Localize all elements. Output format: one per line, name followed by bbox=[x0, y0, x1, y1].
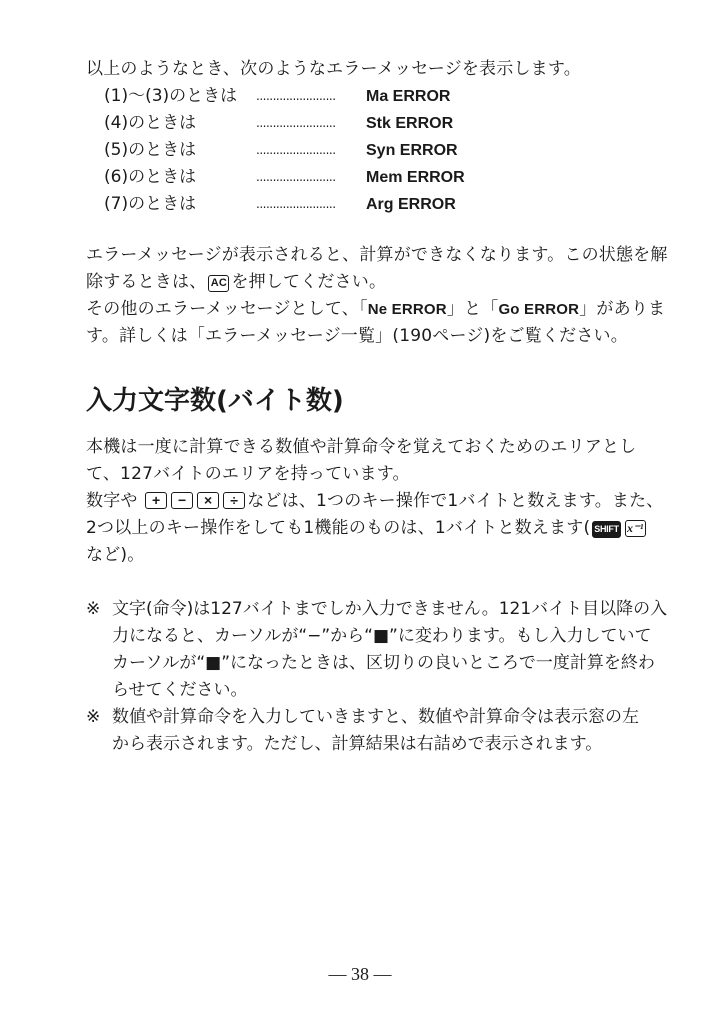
error-row bbox=[104, 110, 524, 137]
error-row bbox=[104, 164, 524, 191]
text-fragment: 除するときは、 bbox=[86, 272, 207, 292]
error-row bbox=[104, 83, 524, 110]
text-fragment: を押してください。 bbox=[231, 272, 387, 292]
note-mark: ※ bbox=[86, 707, 101, 727]
shift-key-icon: SHIFT bbox=[592, 521, 621, 538]
text-fragment: その他のエラーメッセージとして、「 bbox=[86, 299, 368, 319]
text-fragment: 2つ以上のキー操作をしても1機能のものは、1バイトと数えます( bbox=[86, 518, 591, 538]
leader-dots: ........................ bbox=[256, 116, 336, 130]
error-condition: (4)のときは bbox=[104, 113, 197, 133]
leader-dots: ........................ bbox=[256, 197, 336, 211]
text-fragment: 」がありま bbox=[579, 299, 666, 319]
times-key-icon: × bbox=[197, 492, 219, 509]
minus-key-icon: − bbox=[171, 492, 193, 509]
divide-key-icon: ÷ bbox=[223, 492, 245, 509]
x-inverse-key-icon: x⁻¹ bbox=[625, 520, 646, 537]
note-mark: ※ bbox=[86, 599, 101, 619]
capacity-line1: 本機は一度に計算できる数値や計算命令を覚えておくためのエリアとし bbox=[86, 437, 637, 457]
note-line: から表示されます。ただし、計算結果は右詰めで表示されます。 bbox=[112, 734, 603, 754]
note-line: カーソルが“■”になったときは、区切りの良いところで一度計算を終わ bbox=[112, 653, 655, 673]
error-message: Stk ERROR bbox=[366, 115, 454, 132]
error-message: Arg ERROR bbox=[366, 196, 456, 213]
page-number: — 38 — bbox=[328, 964, 392, 984]
note-line: 力になると、カーソルが“−”から“■”に変わります。もし入力していて bbox=[112, 626, 652, 646]
capacity-line3 bbox=[86, 488, 664, 515]
capacity-line5: など)。 bbox=[86, 545, 145, 565]
capacity-line2: て、127バイトのエリアを持っています。 bbox=[86, 464, 410, 484]
go-error-code: Go ERROR bbox=[498, 301, 580, 318]
error-clear-line1: エラーメッセージが表示されると、計算ができなくなります。この状態を解 bbox=[86, 245, 668, 265]
error-row bbox=[104, 137, 524, 164]
leader-dots: ........................ bbox=[256, 170, 336, 184]
error-row bbox=[104, 191, 524, 218]
other-errors-line1 bbox=[86, 296, 666, 323]
ne-error-code: Ne ERROR bbox=[367, 301, 447, 318]
note-line: 文字(命令)は127バイトまでしか入力できません。121バイト目以降の入 bbox=[112, 599, 668, 619]
note-line: らせてください。 bbox=[112, 680, 248, 700]
plus-key-icon: + bbox=[145, 492, 167, 509]
note-block bbox=[112, 704, 652, 758]
leader-dots: ........................ bbox=[256, 89, 336, 103]
capacity-line4 bbox=[86, 515, 646, 542]
note-block bbox=[112, 596, 668, 704]
error-condition: (6)のときは bbox=[104, 167, 197, 187]
text-fragment: などは、1つのキー操作で1バイトと数えます。また、 bbox=[247, 491, 664, 511]
error-clear-line2 bbox=[86, 269, 646, 296]
error-condition: (1)〜(3)のときは bbox=[104, 86, 238, 106]
error-message: Syn ERROR bbox=[366, 142, 458, 159]
error-message: Mem ERROR bbox=[366, 169, 465, 186]
text-fragment: 」と「 bbox=[446, 299, 499, 319]
section-heading: 入力文字数(バイト数) bbox=[86, 386, 344, 416]
ac-key-icon: AC bbox=[208, 275, 229, 292]
error-condition: (7)のときは bbox=[104, 194, 197, 214]
intro-text: 以上のようなとき、次のようなエラーメッセージを表示します。 bbox=[86, 59, 581, 79]
other-errors-line2: す。詳しくは「エラーメッセージ一覧」(190ページ)をご覧ください。 bbox=[86, 326, 628, 346]
note-line: 数値や計算命令を入力していきますと、数値や計算命令は表示窓の左 bbox=[112, 707, 639, 727]
leader-dots: ........................ bbox=[256, 143, 336, 157]
error-message: Ma ERROR bbox=[366, 88, 451, 105]
error-condition: (5)のときは bbox=[104, 140, 197, 160]
text-fragment: 数字や bbox=[86, 491, 138, 511]
